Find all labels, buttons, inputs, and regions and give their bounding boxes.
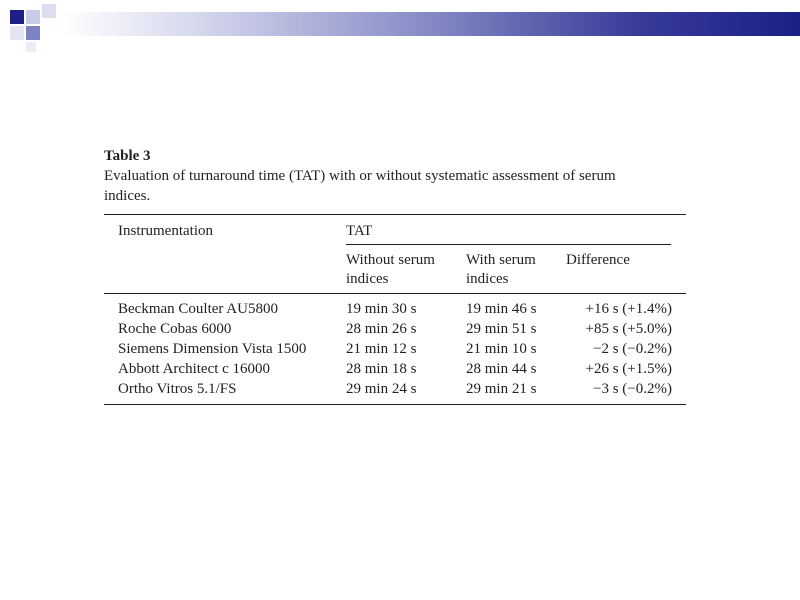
cell-instrument: Ortho Vitros 5.1/FS [118,381,237,397]
table-label: Table 3 [104,148,151,164]
header-with-serum-indices [466,251,536,289]
table-bottom-rule [104,404,686,405]
decorative-square [10,26,24,40]
cell-with: 21 min 10 s [466,341,537,357]
cell-without: 19 min 30 s [346,301,417,317]
table-row [104,339,686,359]
table-header [104,215,686,293]
table-caption-line1: Evaluation of turnaround time (TAT) with or without systematic assessment of serum [104,168,616,184]
table-row [104,359,686,379]
decorative-square [26,42,36,52]
tat-span-rule [346,244,671,245]
cell-without: 28 min 26 s [346,321,417,337]
header-without-line1: Without serum [346,252,435,268]
decorative-square [10,10,24,24]
cell-with: 19 min 46 s [466,301,537,317]
header-difference: Difference [566,252,630,268]
table-row [104,299,686,319]
cell-difference: +16 s (+1.4%) [585,301,672,317]
table-row [104,319,686,339]
table-row [104,379,686,399]
cell-without: 21 min 12 s [346,341,417,357]
cell-with: 29 min 21 s [466,381,537,397]
header-with-line2: indices [466,271,509,287]
cell-difference: +85 s (+5.0%) [585,321,672,337]
decorative-square [26,10,40,24]
decorative-square [26,26,40,40]
cell-difference: +26 s (+1.5%) [585,361,672,377]
cell-with: 29 min 51 s [466,321,537,337]
table-body [104,294,686,404]
cell-with: 28 min 44 s [466,361,537,377]
table-figure [104,146,686,405]
cell-difference: −3 s (−0.2%) [593,381,672,397]
cell-instrument: Siemens Dimension Vista 1500 [118,341,307,357]
header-without-serum-indices [346,251,435,289]
table-caption-line2: indices. [104,188,151,204]
decorative-square [42,4,56,18]
cell-instrument: Abbott Architect c 16000 [118,361,271,377]
header-gradient-band [60,12,800,36]
cell-without: 29 min 24 s [346,381,417,397]
header-tat: TAT [346,223,373,239]
cell-difference: −2 s (−0.2%) [593,341,672,357]
header-with-line1: With serum [466,252,536,268]
cell-instrument: Beckman Coulter AU5800 [118,301,278,317]
cell-without: 28 min 18 s [346,361,417,377]
header-instrumentation: Instrumentation [118,223,213,239]
header-without-line2: indices [346,271,389,287]
cell-instrument: Roche Cobas 6000 [118,321,232,337]
